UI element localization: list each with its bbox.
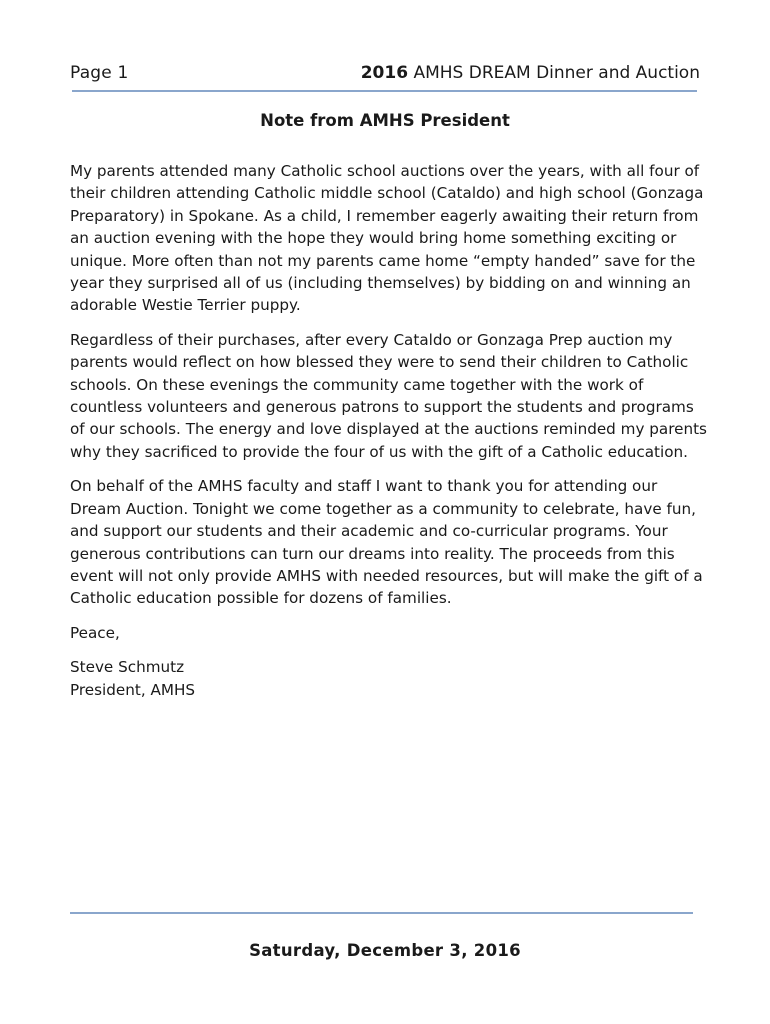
- note-heading: Note from AMHS President: [260, 111, 510, 130]
- signature-role: President, AMHS: [70, 680, 196, 699]
- document-title-year: 2016: [360, 63, 409, 83]
- document-title-text: AMHS DREAM Dinner and Auction: [408, 63, 700, 83]
- letter-body: [70, 160, 710, 701]
- page-header: [70, 60, 700, 88]
- footer-divider: [70, 912, 693, 914]
- signature-block: [70, 656, 710, 701]
- header-divider: [72, 90, 697, 92]
- closing-salutation: Peace,: [70, 623, 120, 642]
- paragraph-2: Regardless of their purchases, after every Cataldo or Gonzaga Prep auction my parents would reflect on how blessed they were to send their children to Catholic schools. On these evenings the community came together with the work of countless volunteers and generous patrons to support the students and programs of our schools. The energy and love displayed at the auctions reminded my parents why they sacrificed to provide the four of us with the gift of a Catholic education.: [70, 330, 707, 461]
- paragraph-3: On behalf of the AMHS faculty and staff I want to thank you for attending our Dream Auction. Tonight we come together as a community to celebrate, have fun, and support our students and their academic and co-curricular programs. Your generous contributions can turn our dreams into reality. The proceeds from this event will not only provide AMHS with needed resources, but will make the gift of a Catholic education possible for dozens of families.: [70, 477, 703, 608]
- paragraph-1: My parents attended many Catholic school auctions over the years, with all four of their children attending Catholic middle school (Cataldo) and high school (Gonzaga Preparatory) in Spokane. As a child, I remember eagerly awaiting their return from an auction evening with the hope they would bring home something exciting or unique. More often than not my parents came home “empty handed” save for the year they surprised all of us (including themselves) by bidding on and winning an adorable Westie Terrier puppy.: [70, 162, 704, 315]
- page-number: Page 1: [70, 63, 129, 83]
- signature-name: Steve Schmutz: [70, 658, 185, 677]
- event-date: Saturday, December 3, 2016: [249, 941, 521, 960]
- document-title: [361, 63, 700, 83]
